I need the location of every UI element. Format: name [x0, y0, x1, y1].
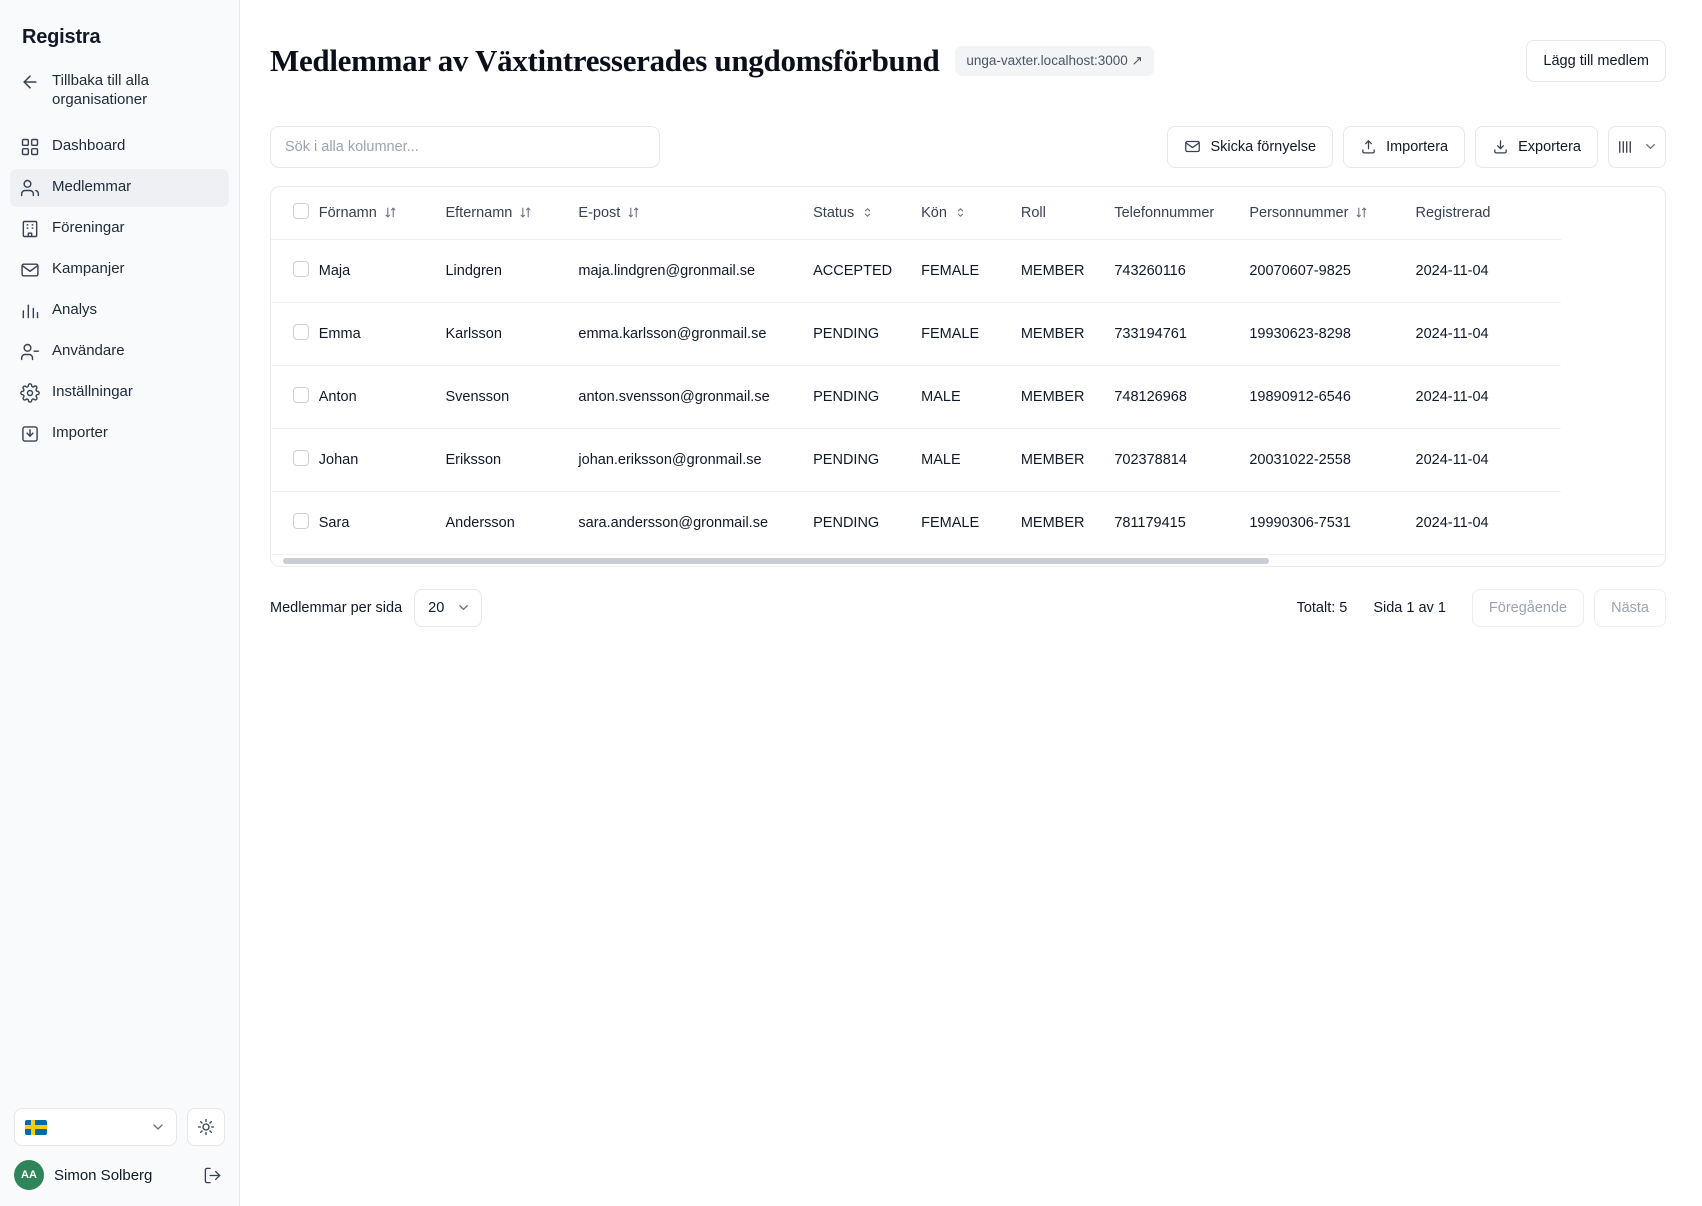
- logout-icon[interactable]: [199, 1162, 225, 1188]
- upload-icon: [1360, 138, 1377, 155]
- export-button[interactable]: [1475, 126, 1598, 168]
- row-checkbox[interactable]: [293, 387, 309, 403]
- cell-efternamn: Svensson: [445, 365, 578, 428]
- cell-roll: MEMBER: [1021, 428, 1114, 491]
- sidebar-footer: [0, 1108, 239, 1206]
- row-checkbox[interactable]: [293, 450, 309, 466]
- main-content: [240, 0, 1702, 1206]
- table-row[interactable]: [271, 428, 1561, 491]
- previous-page-button[interactable]: Föregående: [1472, 589, 1584, 627]
- sort-icon: [861, 206, 874, 219]
- sidebar-item-label: Användare: [52, 342, 125, 360]
- column-header-kon[interactable]: [921, 187, 1021, 240]
- row-select-cell: [271, 302, 319, 365]
- cell-roll: MEMBER: [1021, 365, 1114, 428]
- organization-host-link[interactable]: unga-vaxter.localhost:3000 ↗: [955, 46, 1153, 76]
- cell-telefonnummer: 702378814: [1114, 428, 1249, 491]
- toolbar-actions: [1167, 126, 1666, 168]
- column-label: Förnamn: [318, 204, 377, 221]
- table-horizontal-scrollbar[interactable]: [271, 554, 1665, 566]
- sidebar: [0, 0, 240, 1206]
- mail-icon: [1184, 138, 1201, 155]
- sidebar-item-label: Dashboard: [52, 137, 126, 155]
- select-all-header: [271, 187, 319, 240]
- gear-icon: [20, 383, 40, 403]
- current-user[interactable]: [14, 1160, 225, 1190]
- arrow-left-icon: [20, 72, 40, 92]
- sidebar-item-label: Importer: [52, 424, 108, 442]
- cell-status: PENDING: [813, 365, 921, 428]
- sort-icon: [519, 206, 532, 219]
- import-icon: [20, 424, 40, 444]
- cell-fornamn: Johan: [319, 428, 446, 491]
- cell-telefonnummer: 748126968: [1114, 365, 1249, 428]
- cell-efternamn: Lindgren: [445, 239, 578, 302]
- sidebar-item-back-to-organizations[interactable]: [10, 63, 229, 119]
- sidebar-item-anvandare[interactable]: [10, 333, 229, 371]
- table-body: [271, 239, 1561, 554]
- sidebar-item-installningar[interactable]: [10, 374, 229, 412]
- sidebar-nav: [0, 63, 239, 456]
- cell-kon: FEMALE: [921, 302, 1021, 365]
- send-renewal-label: Skicka förnyelse: [1210, 138, 1317, 155]
- cell-kon: MALE: [921, 428, 1021, 491]
- column-header-fornamn[interactable]: [319, 187, 446, 240]
- sidebar-item-importer[interactable]: [10, 415, 229, 453]
- row-select-cell: [271, 428, 319, 491]
- row-select-cell: [271, 365, 319, 428]
- mail-icon: [20, 260, 40, 280]
- cell-fornamn: Maja: [319, 239, 446, 302]
- column-label: Personnummer: [1249, 204, 1349, 221]
- sidebar-item-label: Tillbaka till alla organisationer: [52, 72, 149, 108]
- cell-roll: MEMBER: [1020, 514, 1085, 531]
- sidebar-item-foreningar[interactable]: [10, 210, 229, 248]
- per-page-label: Medlemmar per sida: [270, 599, 403, 616]
- sidebar-footer-controls: [14, 1108, 225, 1146]
- sidebar-item-label: Föreningar: [52, 219, 125, 237]
- cell-personnummer: 20031022-2558: [1249, 428, 1415, 491]
- table-toolbar: [270, 126, 1666, 168]
- sidebar-item-label: Kampanjer: [52, 260, 125, 278]
- select-all-checkbox[interactable]: [293, 203, 309, 219]
- sort-icon: [384, 206, 397, 219]
- column-label: Kön: [921, 204, 947, 221]
- table-row[interactable]: [271, 365, 1561, 428]
- grid-icon: [20, 137, 40, 157]
- column-settings-button[interactable]: [1608, 126, 1666, 168]
- sidebar-item-label: Analys: [52, 301, 98, 319]
- page-info: Sida 1 av 1: [1373, 599, 1446, 616]
- cell-kon: FEMALE: [921, 239, 1021, 302]
- column-label: Efternamn: [445, 204, 513, 221]
- cell-registrerad: 2024-11-04: [1416, 302, 1562, 365]
- cell-registrerad: 2024-11-04: [1416, 239, 1562, 302]
- sidebar-item-medlemmar[interactable]: [10, 169, 229, 207]
- cell-registrerad: 2024-11-04: [1415, 514, 1489, 531]
- cell-kon: FEMALE: [921, 514, 980, 531]
- column-header-registrerad[interactable]: [1416, 187, 1562, 240]
- sort-icon: [627, 206, 640, 219]
- chevron-down-icon: [456, 600, 471, 615]
- download-icon: [1492, 138, 1509, 155]
- cell-roll: MEMBER: [1021, 302, 1114, 365]
- cell-fornamn: Sara: [318, 514, 350, 531]
- next-page-button[interactable]: Nästa: [1594, 589, 1666, 627]
- column-label: E-post: [578, 204, 621, 221]
- table-footer: [270, 589, 1666, 627]
- row-checkbox[interactable]: [293, 261, 309, 277]
- sidebar-item-label: Inställningar: [52, 383, 133, 401]
- sort-icon: [954, 206, 967, 219]
- column-header-status[interactable]: [813, 187, 921, 240]
- cell-fornamn: Emma: [319, 302, 446, 365]
- row-checkbox[interactable]: [293, 513, 309, 529]
- sun-icon: [197, 1118, 215, 1136]
- cell-registrerad: 2024-11-04: [1416, 428, 1562, 491]
- column-header-epost[interactable]: [578, 187, 813, 240]
- chevron-down-icon: [1643, 139, 1658, 154]
- total-count: Totalt: 5: [1296, 599, 1348, 616]
- cell-telefonnummer: 733194761: [1114, 302, 1249, 365]
- table-row[interactable]: [271, 302, 1561, 365]
- swedish-flag-icon: [25, 1120, 47, 1135]
- cell-telefonnummer: 743260116: [1114, 239, 1249, 302]
- table-header: [271, 187, 1561, 240]
- theme-toggle-button[interactable]: [187, 1108, 225, 1146]
- page-header: [270, 22, 1666, 100]
- import-button[interactable]: [1343, 126, 1465, 168]
- column-header-roll[interactable]: [1021, 187, 1114, 240]
- cell-roll: MEMBER: [1021, 239, 1114, 302]
- members-table-container: [270, 186, 1666, 567]
- app-brand: Registra: [22, 26, 101, 48]
- table-row[interactable]: [271, 239, 1561, 302]
- column-label: Status: [813, 204, 855, 221]
- language-select[interactable]: [14, 1108, 177, 1146]
- building-icon: [20, 219, 40, 239]
- column-label: Telefonnummer: [1114, 204, 1215, 221]
- chart-icon: [20, 301, 40, 321]
- cell-personnummer: 20070607-9825: [1249, 239, 1415, 302]
- export-label: Exportera: [1518, 138, 1581, 155]
- cell-kon: MALE: [921, 365, 1021, 428]
- sidebar-item-kampanjer[interactable]: [10, 251, 229, 289]
- row-select-cell: [271, 491, 319, 554]
- cell-epost: maja.lindgren@gronmail.se: [578, 239, 813, 302]
- column-label: Registrerad: [1415, 204, 1491, 221]
- users-icon: [20, 178, 40, 198]
- cell-efternamn: Eriksson: [445, 428, 578, 491]
- user-icon: [20, 342, 40, 362]
- page-title: Medlemmar av Växtintresserades ungdomsförbund: [270, 42, 940, 78]
- pagination-buttons: [1472, 589, 1666, 627]
- per-page-value: 20: [428, 599, 445, 616]
- cell-status: ACCEPTED: [813, 239, 921, 302]
- cell-efternamn: Karlsson: [445, 302, 578, 365]
- sidebar-item-analys[interactable]: [10, 292, 229, 330]
- avatar: AA: [14, 1160, 44, 1190]
- cell-personnummer: 19890912-6546: [1249, 365, 1415, 428]
- cell-status: PENDING: [813, 514, 880, 531]
- user-name: Simon Solberg: [54, 1166, 153, 1184]
- sidebar-item-label: Medlemmar: [52, 178, 132, 196]
- pagination: [1297, 589, 1666, 627]
- cell-registrerad: 2024-11-04: [1416, 365, 1562, 428]
- cell-epost: anton.svensson@gronmail.se: [578, 365, 813, 428]
- row-checkbox[interactable]: [293, 324, 309, 340]
- search-input[interactable]: [270, 126, 660, 168]
- column-header-efternamn[interactable]: [445, 187, 578, 240]
- column-label: Roll: [1020, 204, 1046, 221]
- sort-icon: [1355, 206, 1368, 219]
- cell-epost: emma.karlsson@gronmail.se: [578, 302, 813, 365]
- cell-status: PENDING: [813, 428, 921, 491]
- table-header-row: [271, 187, 1561, 240]
- cell-epost: sara.andersson@gronmail.se: [578, 514, 769, 531]
- sidebar-item-dashboard[interactable]: [10, 128, 229, 166]
- sidebar-divider: [10, 122, 229, 128]
- cell-fornamn: Anton: [319, 365, 446, 428]
- cell-telefonnummer: 781179415: [1114, 514, 1186, 531]
- cell-efternamn: Andersson: [445, 514, 515, 531]
- table-row[interactable]: [271, 491, 1561, 554]
- add-member-button[interactable]: Lägg till medlem: [1526, 40, 1666, 82]
- cell-epost: johan.eriksson@gronmail.se: [578, 428, 813, 491]
- members-table: [271, 187, 1561, 554]
- chevron-down-icon: [150, 1119, 166, 1135]
- cell-personnummer: 19930623-8298: [1249, 302, 1415, 365]
- scrollbar-thumb[interactable]: [283, 558, 1269, 564]
- row-select-cell: [271, 239, 319, 302]
- columns-icon: [1616, 139, 1634, 155]
- column-header-telefonnummer[interactable]: [1114, 187, 1249, 240]
- per-page-select[interactable]: [414, 589, 482, 627]
- send-renewal-button[interactable]: [1167, 126, 1333, 168]
- import-label: Importera: [1386, 138, 1449, 155]
- column-header-personnummer[interactable]: [1249, 187, 1415, 240]
- cell-personnummer: 19990306-7531: [1249, 514, 1351, 531]
- cell-status: PENDING: [813, 302, 921, 365]
